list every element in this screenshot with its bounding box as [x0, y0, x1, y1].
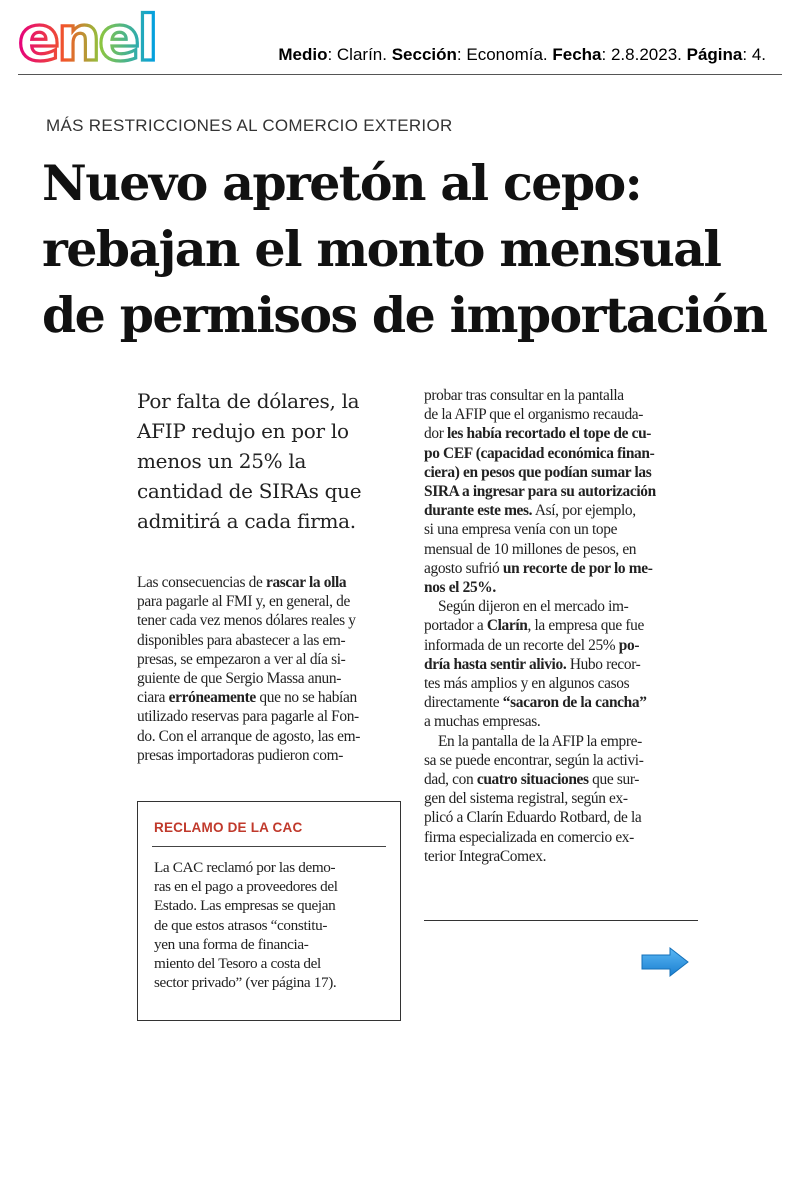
body-line — [137, 592, 402, 611]
body-line — [424, 597, 694, 616]
body-text: En la pantalla de la AFIP la empre- — [438, 732, 642, 750]
deck-line: cantidad de SIRAs que — [137, 479, 362, 503]
body-text: agosto sufrió — [424, 559, 503, 577]
body-text: mensual de 10 millones de pesos, en — [424, 540, 637, 558]
body-line — [424, 789, 694, 808]
sidebar-line: sector privado” (ver página 17). — [154, 974, 337, 992]
bold-text: cuatro situaciones — [476, 771, 589, 789]
body-text: si una empresa venía con un tope — [424, 521, 618, 539]
body-text: , la empresa que fue — [527, 617, 644, 635]
body-line — [424, 712, 694, 731]
article-body-column-right — [424, 386, 694, 866]
body-text: firma especializada en comercio ex- — [424, 828, 634, 846]
bold-text: dría hasta sentir alivio. — [424, 655, 567, 673]
body-text: Así, por ejemplo, — [532, 502, 636, 520]
bold-text: Clarín — [486, 617, 528, 635]
deck-line: menos un 25% la — [137, 449, 307, 473]
body-text: tener cada vez menos dólares reales y — [137, 612, 356, 630]
body-line — [424, 616, 694, 635]
sidebar-line: La CAC reclamó por las demo- — [154, 859, 336, 876]
sidebar-line: Estado. Las empresas se quejan — [154, 897, 336, 915]
body-text: probar tras consultar en la pantalla — [424, 387, 624, 404]
body-line — [137, 707, 402, 726]
sidebar-title: RECLAMO DE LA CAC — [154, 820, 303, 835]
headline-line: rebajan el monto mensual — [42, 220, 721, 278]
body-text: a muchas empresas. — [424, 713, 541, 731]
sidebar-line: miento del Tesoro a costa del — [154, 955, 321, 973]
body-line — [424, 693, 694, 712]
sidebar-text — [154, 858, 394, 992]
article-headline — [42, 150, 782, 348]
body-line — [424, 655, 694, 674]
body-line — [137, 631, 402, 650]
body-text: informada de un recorte del 25% — [424, 636, 619, 654]
bold-text: ciera) en pesos que podían sumar las — [424, 463, 652, 481]
body-line — [424, 444, 694, 463]
body-text: ciara — [137, 689, 169, 707]
body-text: do. Con el arranque de agosto, las em- — [137, 727, 361, 745]
bold-text: rascar la olla — [265, 574, 347, 591]
sidebar-line: ras en el pago a proveedores del — [154, 878, 338, 896]
body-text: tes más amplios y en algunos casos — [424, 675, 630, 693]
body-line — [424, 847, 694, 866]
fecha-value: 2.8.2023. — [610, 45, 682, 64]
body-text: utilizado reservas para pagarle al Fon- — [137, 708, 359, 726]
body-line — [137, 669, 402, 688]
deck-line: admitirá a cada firma. — [137, 509, 356, 533]
headline-line: Nuevo apretón al cepo: — [42, 154, 642, 212]
body-line — [424, 482, 694, 501]
bold-text: les había recortado el tope de cu- — [446, 425, 652, 443]
body-line — [424, 540, 694, 559]
body-text: terior IntegraComex. — [424, 847, 547, 865]
body-text: disponibles para abastecer a las em- — [137, 631, 346, 649]
bold-text: nos el 25%. — [424, 579, 496, 597]
body-text: que sur- — [588, 771, 640, 789]
body-text: sa se puede encontrar, según la activi- — [424, 751, 644, 769]
body-text: que no se habían — [255, 689, 357, 707]
body-text: dor — [424, 425, 447, 443]
body-text: Según dijeron en el mercado im- — [438, 598, 629, 616]
body-text: para pagarle al FMI y, en general, de — [137, 593, 350, 611]
body-text: gen del sistema registral, según ex- — [424, 790, 628, 808]
body-line — [424, 674, 694, 693]
bold-text: po CEF (capacidad económica finan- — [424, 444, 655, 462]
press-clipping-metadata: Medio: Clarín. Sección: Economía. Fecha: 2.8.2023. Página: 4. — [278, 45, 766, 64]
seccion-label: Sección — [391, 45, 457, 64]
body-line — [424, 520, 694, 539]
medio-label: Medio — [278, 45, 328, 64]
article-deck — [137, 386, 399, 536]
body-text: Hubo recor- — [566, 655, 641, 673]
body-line — [137, 727, 402, 746]
body-line — [424, 424, 694, 443]
body-text: Las consecuencias de — [137, 574, 266, 591]
body-text: presas importadoras pudieron com- — [137, 746, 343, 764]
body-line — [424, 636, 694, 655]
fecha-label: Fecha — [552, 45, 602, 64]
sidebar-divider — [152, 846, 386, 847]
body-line — [424, 386, 694, 405]
deck-line: AFIP redujo en por lo — [137, 419, 349, 443]
enel-logo-icon — [18, 6, 183, 68]
body-line — [424, 732, 694, 751]
body-text: plicó a Clarín Eduardo Rotbard, de la — [424, 809, 642, 827]
body-line — [424, 559, 694, 578]
deck-line: Por falta de dólares, la — [137, 389, 360, 413]
body-line — [424, 578, 694, 597]
body-text: presas, se empezaron a ver al día si- — [137, 650, 346, 668]
body-line — [424, 463, 694, 482]
pagina-value: 4. — [751, 45, 766, 64]
body-line — [137, 746, 402, 765]
bold-text: un recorte de por lo me- — [502, 559, 653, 577]
seccion-value: Economía. — [466, 45, 548, 64]
article-kicker: MÁS RESTRICCIONES AL COMERCIO EXTERIOR — [46, 116, 453, 135]
sidebar-box — [137, 801, 401, 1021]
body-text: de la AFIP que el organismo recauda- — [424, 406, 644, 424]
arrow-right-icon[interactable] — [640, 946, 690, 978]
body-text: dad, con — [424, 771, 477, 789]
body-text: portador a — [424, 617, 487, 635]
bold-text: “sacaron de la cancha” — [502, 694, 647, 712]
body-line — [424, 501, 694, 520]
body-line — [424, 405, 694, 424]
pagina-label: Página — [686, 45, 743, 64]
body-line — [137, 611, 402, 630]
bold-text: erróneamente — [168, 689, 256, 707]
body-line — [137, 650, 402, 669]
sidebar-line: yen una forma de financia- — [154, 935, 309, 953]
bold-text: SIRA a ingresar para su autorización — [424, 483, 656, 501]
body-line — [137, 688, 402, 707]
article-body-column-left — [137, 573, 402, 765]
article-end-divider — [424, 920, 698, 921]
medio-value: Clarín. — [336, 45, 387, 64]
sidebar-line: de que estos atrasos “constitu- — [154, 916, 328, 934]
header-divider — [18, 74, 782, 75]
body-text: guiente de que Sergio Massa anun- — [137, 670, 342, 688]
bold-text: po- — [618, 636, 640, 654]
body-line — [424, 808, 694, 827]
body-text: directamente — [424, 694, 503, 712]
body-line — [424, 751, 694, 770]
body-line — [137, 573, 402, 592]
body-line — [424, 828, 694, 847]
body-line — [424, 770, 694, 789]
bold-text: durante este mes. — [424, 502, 533, 520]
headline-line: de permisos de importación — [42, 286, 767, 344]
logo-text: enel — [18, 6, 156, 68]
